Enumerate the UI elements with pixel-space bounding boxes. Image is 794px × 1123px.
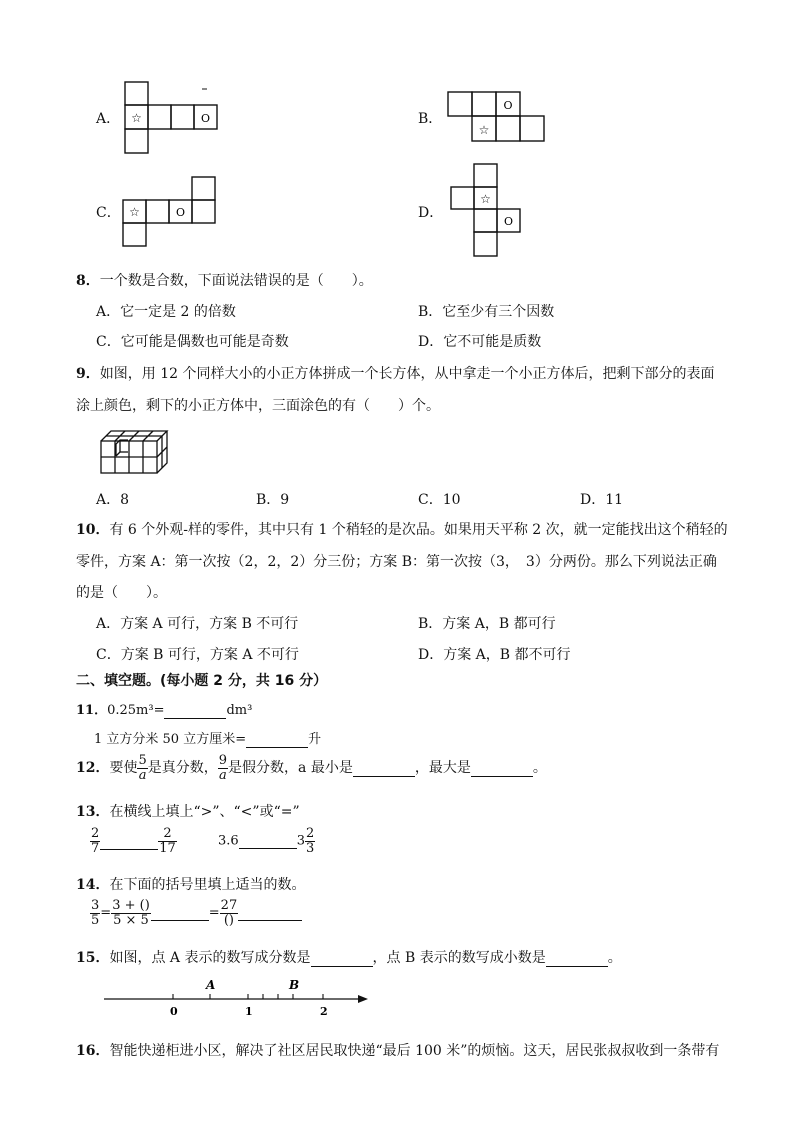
q8-text: 一个数是合数，下面说法错误的是（ ）。 — [99, 273, 373, 289]
point-b-label: B — [289, 978, 300, 992]
circle-icon: O — [175, 206, 186, 219]
circle-icon: O — [503, 99, 513, 112]
q16-stem — [76, 1040, 719, 1060]
q7-option-a-net — [120, 78, 225, 158]
fraction: $\frac{3 + ()}{5 \times 5}$ — [112, 898, 150, 928]
q9-cuboid-figure — [98, 424, 168, 480]
point-a-label: A — [206, 978, 216, 992]
q15-text: 如图，点 A 表示的数写成分数是 — [109, 950, 311, 966]
q16-text: 智能快递柜进小区，解决了社区居民取快递“最后 100 米”的烦恼。这天，居民张叔叔收到一条带有 — [109, 1043, 720, 1059]
equals-sign: = — [208, 905, 220, 921]
fraction: $\frac{5}{a}$ — [138, 753, 147, 783]
q8-number: 8． — [76, 273, 100, 289]
q11-part2-unit: 升 — [308, 732, 322, 747]
arrow-icon — [358, 995, 368, 1003]
q7-option-d-net — [448, 160, 528, 260]
section-heading: 二、填空题。(每小题 2 分，共 16 分） — [76, 673, 328, 689]
q8-option-d: D．它不可能是质数 — [418, 334, 542, 350]
q11-number: 11． — [76, 703, 108, 718]
q14-equation — [90, 899, 302, 927]
mixed-number-whole: 3 — [296, 833, 305, 849]
q9-option-b: B．9 — [256, 492, 290, 508]
q13-decimal: 3.6 — [218, 833, 239, 849]
q12-number: 12． — [76, 760, 110, 777]
fraction: $\frac{9}{a}$ — [218, 753, 228, 783]
q8-option-c: C．它可能是偶数也可能是奇数 — [96, 334, 289, 350]
q12-text: 要使 — [109, 760, 138, 777]
q10-option-d: D．方案 A，B 都不可行 — [418, 647, 571, 663]
q9-stem-line1 — [76, 363, 714, 383]
q11-part2-text: 1 立方分米 50 立方厘米= — [94, 732, 247, 747]
q7-option-a-label: A． — [96, 111, 121, 127]
q10-option-c: C．方案 B 可行，方案 A 不可行 — [96, 647, 299, 663]
star-icon: ☆ — [480, 192, 491, 206]
q15-number: 15． — [76, 950, 110, 966]
q9-option-a: A．8 — [96, 492, 130, 508]
q14-text: 在下面的括号里填上适当的数。 — [109, 877, 306, 893]
answer-blank[interactable] — [238, 905, 302, 921]
fraction: $\frac{2}{3}$ — [305, 826, 315, 856]
q14-number: 14． — [76, 877, 110, 893]
q9-option-d: D．11 — [580, 492, 624, 508]
answer-blank[interactable] — [246, 732, 308, 748]
q15-stem — [76, 947, 622, 967]
q9-stem-line2: 涂上颜色，剩下的小正方体中，三面涂色的有（ ）个。 — [76, 398, 440, 414]
q13-number: 13． — [76, 804, 110, 820]
q8-option-a: A．它一定是 2 的倍数 — [96, 304, 236, 320]
q12-text: 。 — [532, 760, 547, 777]
star-icon: ☆ — [478, 123, 490, 137]
answer-blank[interactable] — [353, 760, 415, 777]
q10-option-b: B．方案 A，B 都可行 — [418, 616, 556, 632]
q8-option-b: B．它至少有三个因数 — [418, 304, 555, 320]
q9-number: 9． — [76, 366, 100, 382]
answer-blank[interactable] — [151, 905, 209, 921]
q12-text: 是假分数，a 最小是 — [228, 760, 353, 777]
tick-label: 2 — [320, 1005, 328, 1018]
q13-compare-1 — [90, 827, 177, 855]
q7-option-c-label: C． — [96, 205, 121, 221]
q10-option-a: A．方案 A 可行，方案 B 不可行 — [96, 616, 299, 632]
fraction: $\frac{2}{17}$ — [159, 826, 176, 856]
q13-text: 在横线上填上“>”、“<”或“=” — [109, 804, 300, 820]
answer-blank[interactable] — [100, 833, 158, 850]
answer-blank[interactable] — [239, 833, 297, 849]
tick-label: 0 — [170, 1005, 178, 1018]
q10-text: 有 6 个外观-样的零件，其中只有 1 个稍轻的是次品。如果用天平称 2 次，就一定能找出这个稍轻的 — [109, 522, 728, 538]
number-line — [100, 975, 375, 1025]
q15-text: 。 — [607, 950, 622, 966]
q10-stem-line3: 的是（ ）。 — [76, 585, 167, 601]
q10-number: 10． — [76, 522, 110, 538]
fraction: $\frac{27}{()}$ — [220, 898, 238, 928]
q10-stem-line1 — [76, 519, 728, 539]
q16-number: 16． — [76, 1043, 110, 1059]
fraction: $\frac{3}{5}$ — [91, 898, 100, 928]
q7-option-c-net — [120, 174, 225, 252]
q12-stem — [76, 754, 547, 782]
q7-option-d-label: D． — [418, 205, 444, 221]
circle-icon: O — [200, 112, 211, 125]
q15-text: ，点 B 表示的数写成小数是 — [372, 950, 546, 966]
q9-text: 如图，用 12 个同样大小的小正方体拼成一个长方体，从中拿走一个小正方体后，把剩下部分的表面 — [99, 366, 715, 382]
q11-part1-text: 0.25m³= — [107, 703, 165, 718]
star-icon: ☆ — [129, 205, 140, 219]
q8-stem — [76, 270, 373, 290]
q13-compare-2 — [218, 827, 315, 855]
q9-option-c: C．10 — [418, 492, 461, 508]
answer-blank[interactable] — [546, 950, 608, 967]
answer-blank[interactable] — [471, 760, 533, 777]
fraction: $\frac{2}{7}$ — [91, 826, 100, 856]
q12-text: 是真分数， — [147, 760, 218, 777]
equals-sign: = — [100, 905, 112, 921]
circle-icon: O — [503, 215, 514, 228]
q7-option-b-net — [444, 88, 554, 148]
q13-stem — [76, 801, 300, 821]
q11-part1-unit: dm³ — [226, 703, 253, 718]
answer-blank[interactable] — [164, 703, 226, 719]
q10-stem-line2: 零件，方案 A：第一次按（2，2，2）分三份；方案 B：第一次按（3， 3）分两份。那么下列说法正确 — [76, 554, 717, 570]
q12-text: ，最大是 — [414, 760, 471, 777]
q11-part1 — [76, 699, 252, 719]
q7-option-b-label: B． — [418, 111, 443, 127]
q11-part2 — [94, 728, 321, 748]
tick-label: 1 — [245, 1005, 253, 1018]
answer-blank[interactable] — [311, 950, 373, 967]
q14-stem — [76, 874, 305, 894]
star-icon: ☆ — [131, 111, 142, 125]
